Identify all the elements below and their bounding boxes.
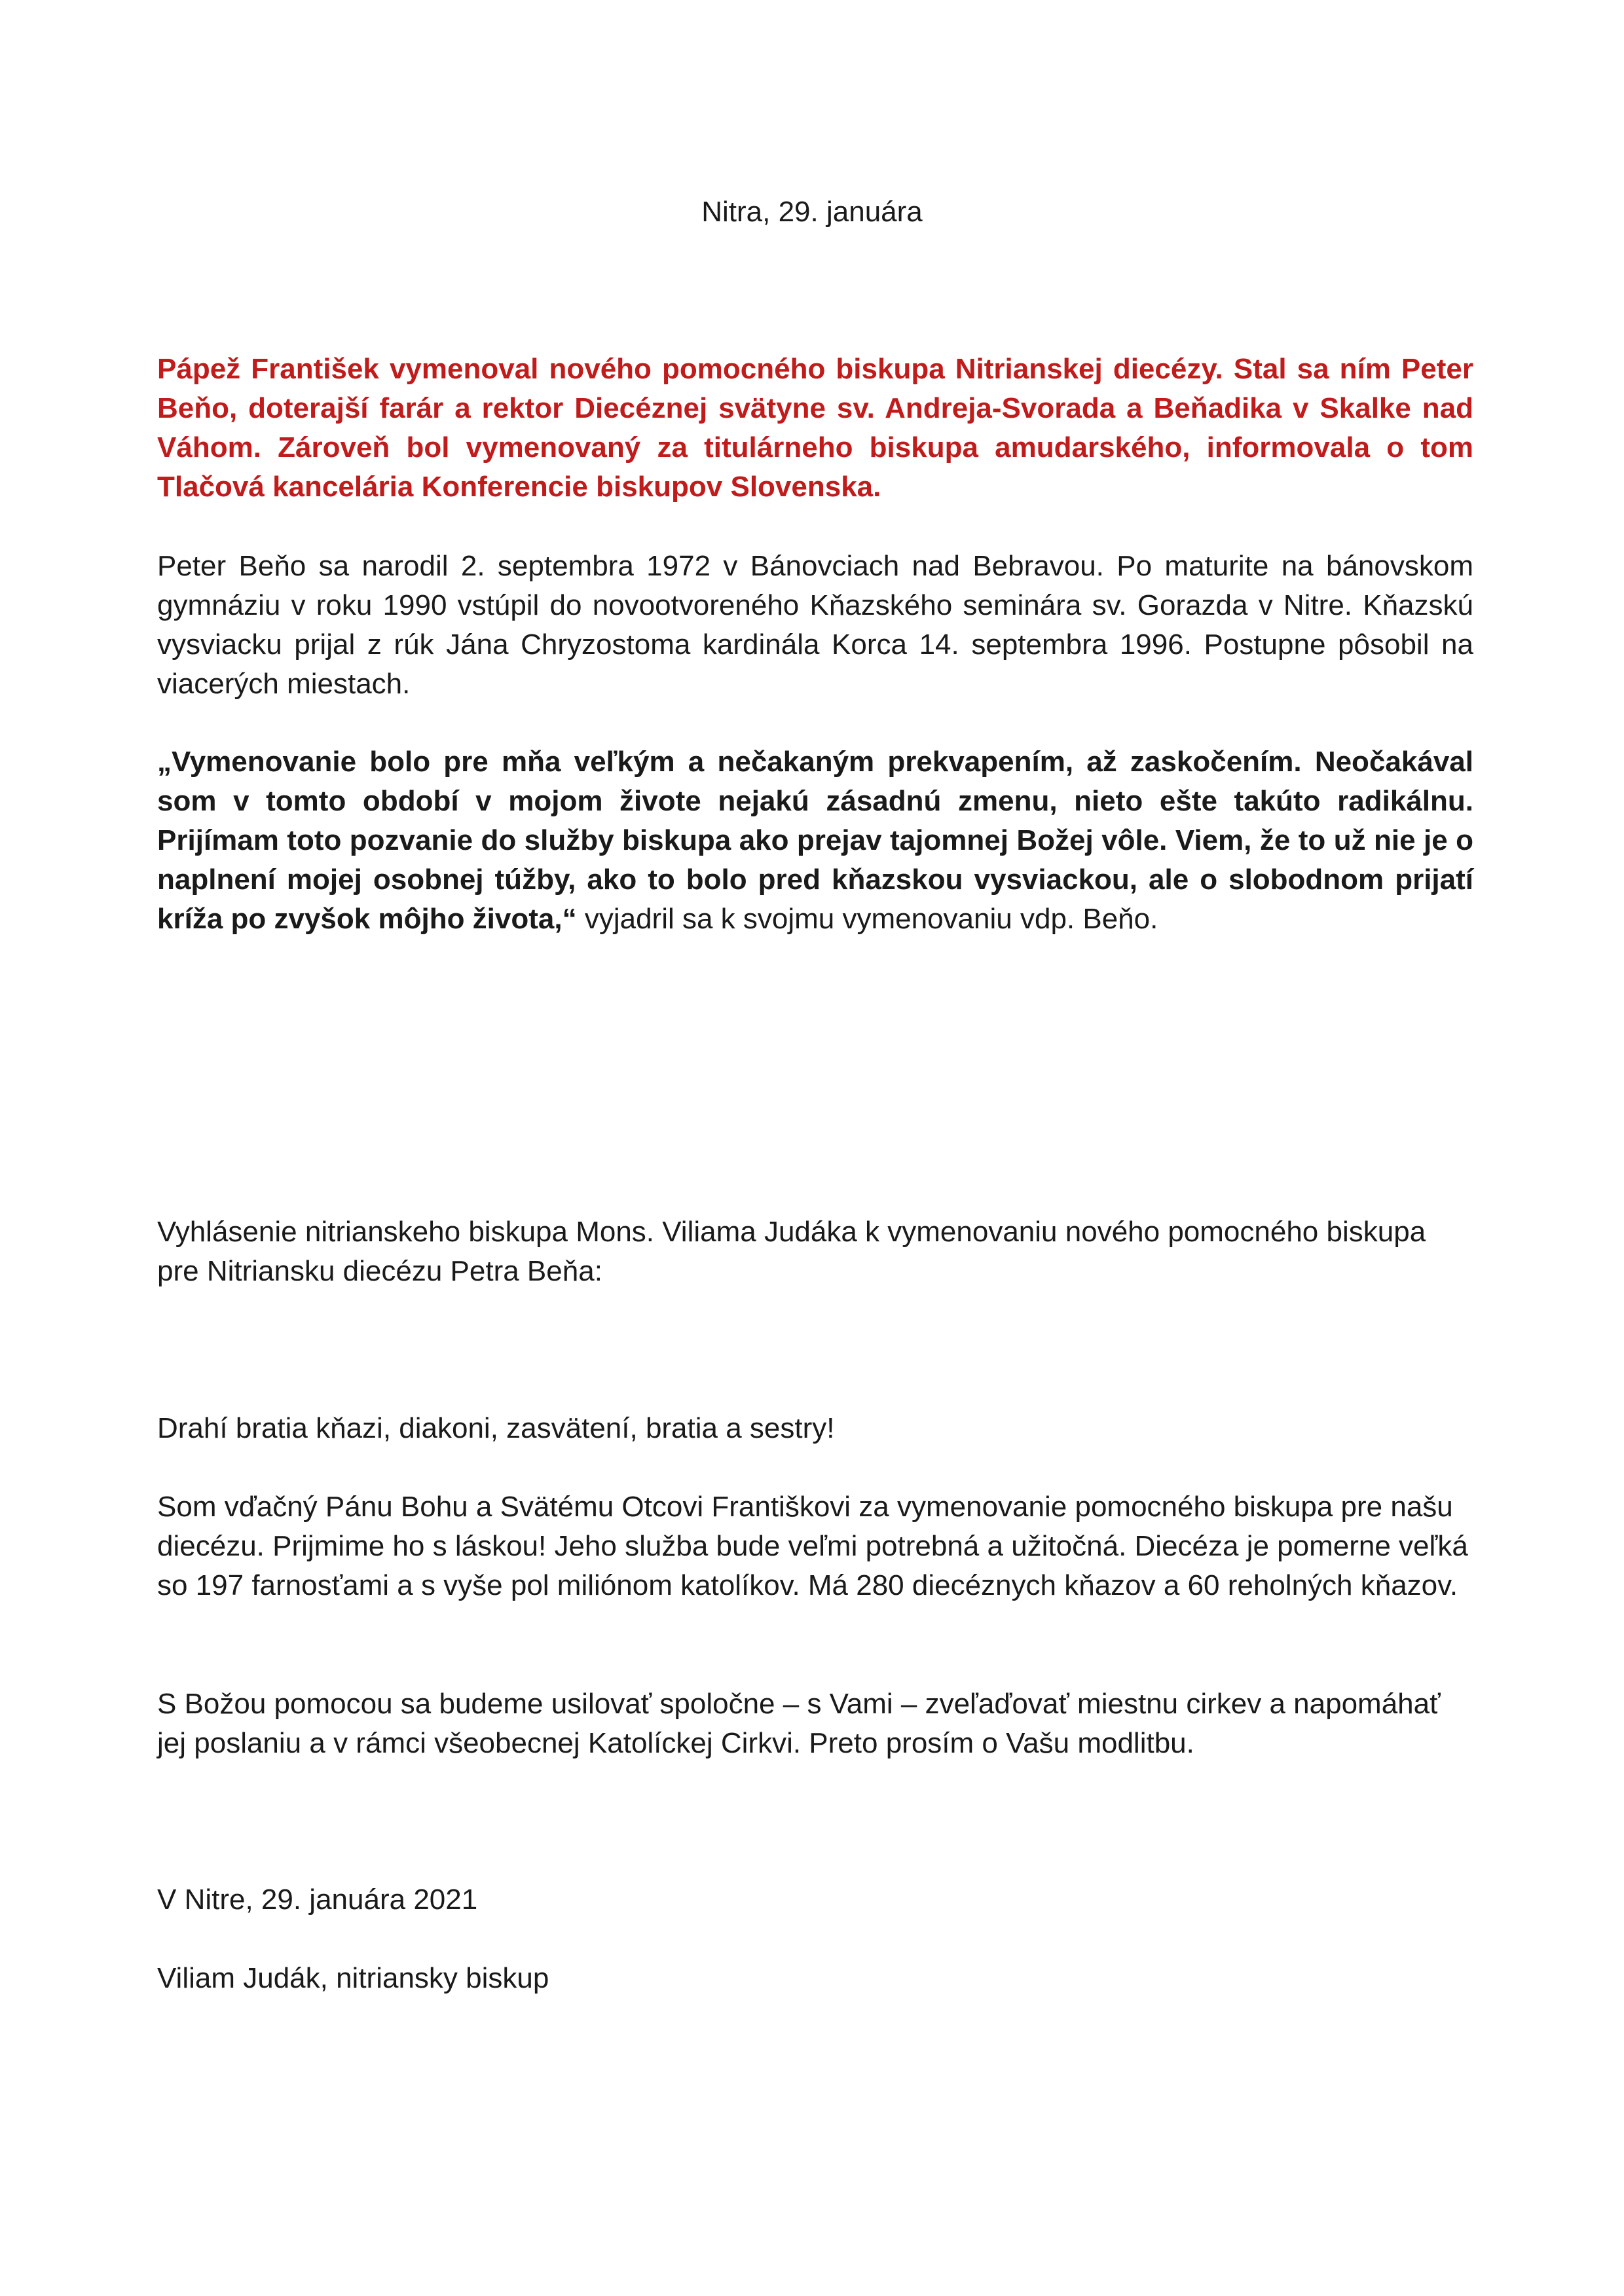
statement-thanks: Som vďačný Pánu Bohu a Svätému Otcovi Františkovi za vymenovanie pomocného biskupa pre našu diecézu. Prijmime ho s láskou! Jeho služba bude veľmi potrebná a užitočná. Diecéza je pomerne veľká so 197 farnosťami a s vyše pol miliónom katolíkov. Má 280 diecéznych kňazov a 60 reholných kňazov. (157, 1491, 1468, 1601)
statement-greeting: Drahí bratia kňazi, diakoni, zasvätení, bratia a sestry! (157, 1412, 835, 1444)
date-line: Nitra, 29. januára (701, 196, 923, 228)
article-quote (157, 742, 1473, 939)
signature: Viliam Judák, nitriansky biskup (157, 1962, 549, 1994)
article-lead: Pápež František vymenoval nového pomocného biskupa Nitrianskej diecézy. Stal sa ním Peter Beňo, doterajší farár a rektor Diecéznej svätyne sv. Andreja-Svorada a Beňadika v Skalke nad Váhom. Zároveň bol vymenovaný za titulárneho biskupa amudarského, informovala o tom Tlačová kancelária Konferencie biskupov Slovenska. (157, 353, 1473, 503)
place-date: V Nitre, 29. januára 2021 (157, 1884, 478, 1916)
quote-attribution: vyjadril sa k svojmu vymenovaniu vdp. Beňo. (576, 903, 1158, 935)
statement-prayer: S Božou pomocou sa budeme usilovať spoločne – s Vami – zveľaďovať miestnu cirkev a napomáhať jej poslaniu a v rámci všeobecnej Katolíckej Cirkvi. Preto prosím o Vašu modlitbu. (157, 1688, 1441, 1759)
quote-text: „Vymenovanie bolo pre mňa veľkým a nečakaným prekvapením, až zaskočením. Neočakával som v tomto období v mojom živote nejakú zásadnú zmenu, nieto ešte takúto radikálnu. Prijímam toto pozvanie do služby biskupa ako prejav tajomnej Božej vôle. Viem, že to už nie je o naplnení mojej osobnej túžby, ako to bolo pred kňazskou vysviackou, ale o slobodnom prijatí kríža po zvyšok môjho života,“ (157, 746, 1473, 935)
statement-heading: Vyhlásenie nitrianskeho biskupa Mons. Viliama Judáka k vymenovaniu nového pomocného biskupa pre Nitriansku diecézu Petra Beňa: (157, 1216, 1426, 1287)
article-bio: Peter Beňo sa narodil 2. septembra 1972 v Bánovciach nad Bebravou. Po maturite na bánovskom gymnáziu v roku 1990 vstúpil do novootvoreného Kňazského seminára sv. Gorazda v Nitre. Kňazskú vysviacku prijal z rúk Jána Chryzostoma kardinála Korca 14. septembra 1996. Postupne pôsobil na viacerých miestach. (157, 550, 1473, 700)
